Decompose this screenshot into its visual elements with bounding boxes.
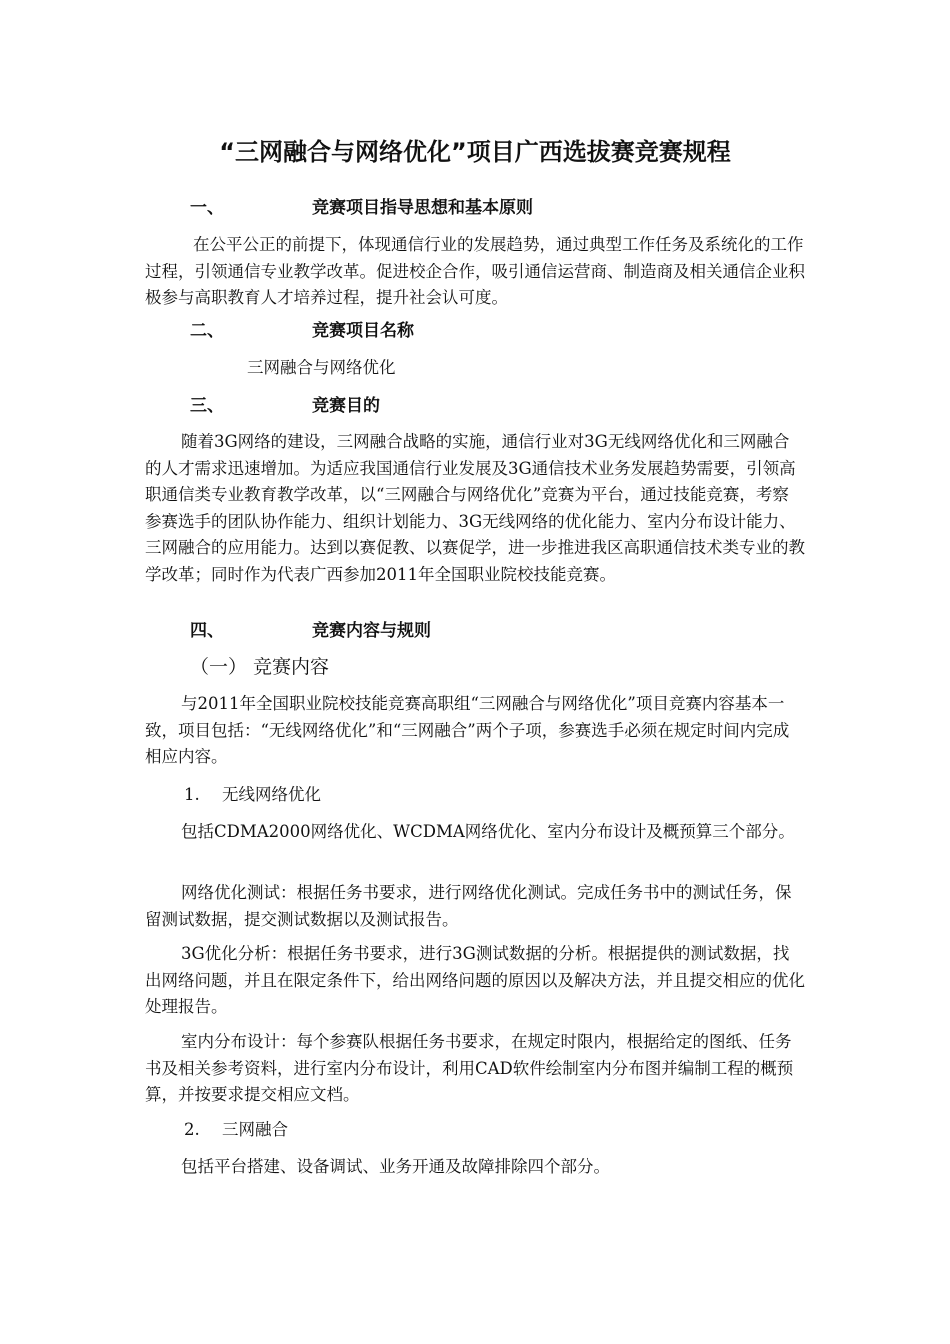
section-title: 竞赛项目名称 — [312, 321, 414, 341]
list-item-number: 1. — [184, 785, 200, 804]
section-title: 竞赛项目指导思想和基本原则 — [312, 198, 533, 218]
item-1-paragraph: 包括CDMA2000网络优化、WCDMA网络优化、室内分布设计及概预算三个部分。 — [181, 822, 795, 841]
optimization-analysis-paragraph: 3G优化分析：根据任务书要求，进行3G测试数据的分析。根据提供的测试数据，找出网络问题，并且在限定条件下，给出网络问题的原因以及解决方法，并且提交相应的优化处理报告。 — [145, 944, 805, 1016]
list-item-label: 无线网络优化 — [222, 785, 321, 804]
section-number: 三、 — [190, 396, 224, 416]
list-item-2 — [184, 1117, 288, 1143]
section-title: 竞赛目的 — [312, 396, 380, 416]
section-number: 二、 — [190, 321, 224, 341]
subsection-title: （一） 竞赛内容 — [190, 656, 330, 678]
section-1-paragraph: 在公平公正的前提下，体现通信行业的发展趋势，通过典型工作任务及系统化的工作过程，引领通信专业教学改革。促进校企合作，吸引通信运营商、制造商及相关通信企业积极参与高职教育人才培养过程，提升社会认可度。 — [145, 235, 805, 307]
list-item-label: 三网融合 — [222, 1120, 288, 1139]
document-title: “三网融合与网络优化”项目广西选拔赛竞赛规程 — [219, 138, 731, 166]
list-item-number: 2. — [184, 1120, 200, 1139]
section-number: 一、 — [190, 198, 224, 218]
item-2-paragraph: 包括平台搭建、设备调试、业务开通及故障排除四个部分。 — [181, 1157, 610, 1176]
section-title: 竞赛内容与规则 — [312, 621, 431, 641]
indoor-distribution-paragraph: 室内分布设计：每个参赛队根据任务书要求，在规定时限内，根据给定的图纸、任务书及相关参考资料，进行室内分布设计，利用CAD软件绘制室内分布图并编制工程的概预算，并按要求提交相应文档。 — [145, 1032, 794, 1104]
section-3-paragraph: 随着3G网络的建设，三网融合战略的实施，通信行业对3G无线网络优化和三网融合的人才需求迅速增加。为适应我国通信行业发展及3G通信技术业务发展趋势需要，引领高职通信类专业教育教学改革，以“三网融合与网络优化”竞赛为平台，通过技能竞赛，考察参赛选手的团队协作能力、组织计划能力、3G无线网络的优化能力、室内分布设计能力、三网融合的应用能力。达到以赛促教、以赛促学，进一步推进我区高职通信技术类专业的教学改革；同时作为代表广西参加2011年全国职业院校技能竞赛。 — [145, 432, 805, 584]
list-item-1 — [184, 782, 321, 808]
subsection-1-paragraph: 与2011年全国职业院校技能竞赛高职组“三网融合与网络优化”项目竞赛内容基本一致，项目包括：“无线网络优化”和“三网融合”两个子项，参赛选手必须在规定时间内完成相应内容。 — [145, 694, 790, 766]
project-name: 三网融合与网络优化 — [247, 358, 396, 377]
section-number: 四、 — [190, 621, 224, 641]
network-test-paragraph: 网络优化测试：根据任务书要求，进行网络优化测试。完成任务书中的测试任务，保留测试数据，提交测试数据以及测试报告。 — [145, 883, 792, 929]
